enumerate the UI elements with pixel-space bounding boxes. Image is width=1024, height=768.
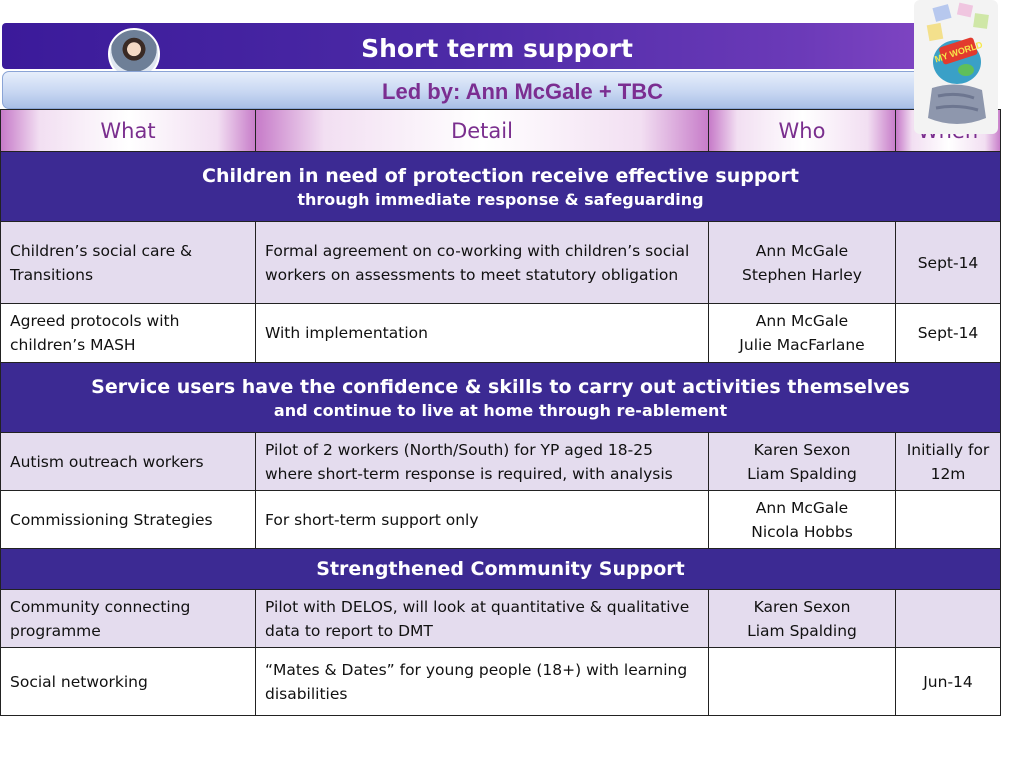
cell-who xyxy=(709,433,896,491)
cell-what: Agreed protocols with children’s MASH xyxy=(1,304,256,363)
cell-detail: Pilot of 2 workers (North/South) for YP aged 18-25 where short-term response is required, with analysis xyxy=(256,433,709,491)
cell-who xyxy=(709,222,896,304)
cell-who xyxy=(709,648,896,716)
cell-when xyxy=(896,491,1001,549)
who-name: Stephen Harley xyxy=(742,265,862,284)
who-name: Julie MacFarlane xyxy=(739,336,865,354)
table-row xyxy=(1,304,1001,363)
cell-when: Jun-14 xyxy=(896,648,1001,716)
who-name: Karen Sexon xyxy=(753,440,851,459)
section-heading: Service users have the confidence & skills to carry out activities themselves xyxy=(91,375,910,398)
led-by-banner xyxy=(2,71,998,109)
collage-art xyxy=(914,0,998,134)
section-heading: Children in need of protection receive effective support xyxy=(202,164,799,187)
section-subheading: and continue to live at home through re-ablement xyxy=(273,400,728,420)
cell-when: Sept-14 xyxy=(896,304,1001,363)
section-header-row xyxy=(1,549,1001,590)
cell-what: Community connecting programme xyxy=(1,590,256,648)
cell-when: Initially for 12m xyxy=(896,433,1001,491)
section-header-row xyxy=(1,363,1001,433)
who-name: Liam Spalding xyxy=(747,621,857,640)
cell-who xyxy=(709,590,896,648)
my-world-collage-image xyxy=(914,0,998,134)
section-subheading: through immediate response & safeguarding xyxy=(297,189,704,209)
cell-what: Social networking xyxy=(1,648,256,716)
who-name: Ann McGale xyxy=(755,241,849,260)
cell-what: Autism outreach workers xyxy=(1,433,256,491)
section-header xyxy=(1,152,1001,222)
cell-detail: Formal agreement on co-working with children’s social workers on assessments to meet statutory obligation xyxy=(256,222,709,304)
cell-when: Sept-14 xyxy=(896,222,1001,304)
table-row xyxy=(1,491,1001,549)
table-row xyxy=(1,222,1001,304)
cell-when xyxy=(896,590,1001,648)
who-name: Karen Sexon xyxy=(753,597,851,616)
cell-who xyxy=(709,491,896,549)
column-header-who: Who xyxy=(709,110,896,152)
table-row xyxy=(1,433,1001,491)
cell-detail: Pilot with DELOS, will look at quantitative & qualitative data to report to DMT xyxy=(256,590,709,648)
cell-detail: “Mates & Dates” for young people (18+) with learning disabilities xyxy=(256,648,709,716)
column-header-what: What xyxy=(1,110,256,152)
who-name: Nicola Hobbs xyxy=(751,522,853,541)
cell-what: Commissioning Strategies xyxy=(1,491,256,549)
table-row xyxy=(1,648,1001,716)
title-bar xyxy=(2,23,998,69)
table-row xyxy=(1,590,1001,648)
column-header-detail: Detail xyxy=(256,110,709,152)
section-heading: Strengthened Community Support xyxy=(316,558,685,580)
who-name: Liam Spalding xyxy=(747,464,857,483)
section-header xyxy=(1,549,1001,590)
page-title: Short term support xyxy=(361,34,633,63)
collage-sign-text: MY WORLD xyxy=(933,39,984,65)
who-name: Ann McGale xyxy=(755,498,849,517)
cell-what: Children’s social care & Transitions xyxy=(1,222,256,304)
who-name: Ann McGale xyxy=(755,312,849,330)
section-header xyxy=(1,363,1001,433)
led-by-text: Led by: Ann McGale + TBC xyxy=(382,79,663,104)
support-table xyxy=(0,109,1001,716)
section-header-row xyxy=(1,152,1001,222)
cell-detail: For short-term support only xyxy=(256,491,709,549)
cell-detail: With implementation xyxy=(256,304,709,363)
cell-who xyxy=(709,304,896,363)
